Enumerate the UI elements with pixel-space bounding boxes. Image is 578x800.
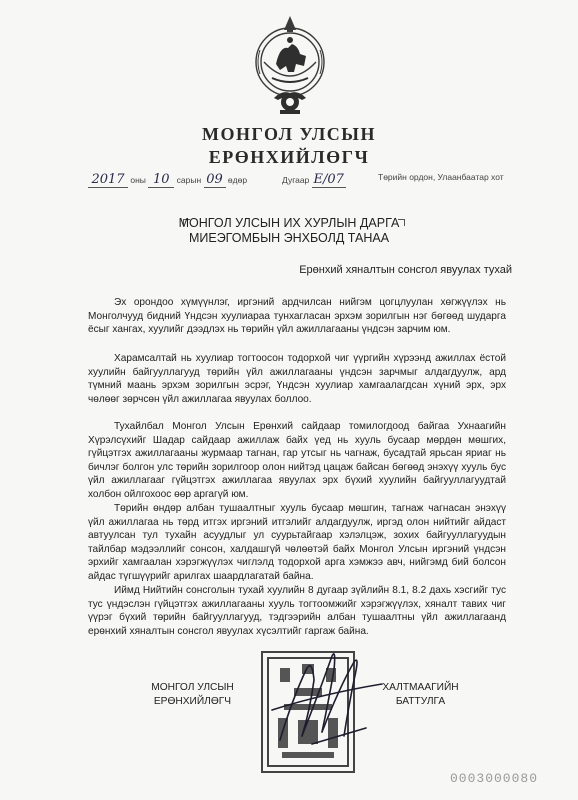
signatory-title-line1: МОНГОЛ УЛСЫН	[151, 682, 234, 693]
paragraph-2: Харамсалтай нь хуулиар тогтоосон тодорхой чиг үүргийн хүрээнд ажиллах ёстой хуулийн байгууллагууд төрийн үйл ажиллагааны үндсэн зарчмыг алдагдуулж, ард түмний маань эрхэм зорилгын эсрэг, Үндсэн хуулиар хамгаалагдсан хүний эрх, эрх чөлөөг зөрчсөн үйл ажиллагаа явуулах боллоо.	[88, 353, 506, 405]
place-line: Төрийн ордон, Улаанбаатар хот	[378, 172, 504, 182]
addressee-line1: МОНГОЛ УЛСЫН ИХ ХУРЛЫН ДАРГА	[178, 216, 400, 230]
paragraph-5: Иймд Нийтийн сонсголын тухай хуулийн 8 дугаар зүйлийн 8.1, 8.2 дахь хэсгийг тус тус үндэслэн гүйцэтгэх ажиллагааны хууль тогтоомжийг хэрэгжүүлэх, хяналт тавих чиг үүрэг бүхий төрийн байгууллагууд, тэдгээрийн албан тушаалтны үйл ажиллагаанд ерөнхий хяналтын сонсгол явуулах хүсэлтийг гаргаж байна.	[88, 585, 506, 637]
paragraph-4: Төрийн өндөр албан тушаалтныг хууль бусаар мөшгин, тагнаж чагнасан энэхүү үйл ажиллагаа нь төрд итгэх иргэний итгэлийг алдагдуулж, иргэд олон нийтийг айдаст автуулсан тул тухайн асуудлыг ул суурьтайгаар хэлэлцэж, зохих байгууллагуудын тайлбар мэдээллийг сонсон, халдашгүй чөлөөтэй байх Монгол Улсын иргэний үндсэн эрхийг хамгаалан хэрэгжүүлэх чиглэлд тодорхой арга хэмжээ авч, нийгэмд бий болсон айдас түгшүүрийг арилгах шаардлагатай байна.	[88, 503, 506, 582]
date-year-suffix: оны	[130, 175, 146, 185]
signatory-title-line2: ЕРӨНХИЙЛӨГЧ	[153, 695, 232, 707]
paragraph-3: Тухайлбал Монгол Улсын Ерөнхий сайдаар томилогдоод байгаа Ухнаагийн Хүрэлсүхийг Шадар сайдаар ажиллаж байх үед нь хууль бусаар мөрдөн мөшгих, гүйцэтгэх ажиллагааны журмаар тагнан, гар утсыг нь чагнаж, бусадтай ярьсан яриаг нь бичлэг болгон улс төрийн зорилгоор олон нийтэд цацаж байсан бөгөөд энэхүү хууль бус үйл ажиллагааг гүйцэтгэх ажиллагаа явуулах эрх бүхий хуулийн байгууллагуудтай холбон ойлгохоос өөр аргагүй юм.	[88, 421, 506, 500]
date-month: 10	[148, 172, 174, 188]
signatory-name-line2: БАТТУЛГА	[395, 695, 446, 707]
document-number	[282, 172, 346, 188]
date-day-suffix: өдөр	[227, 175, 248, 185]
signatory-name-line1: ХАЛТМААГИЙН	[382, 682, 459, 693]
number-value: Е/07	[313, 172, 344, 187]
subject-line: Ерөнхий хяналтын сонсгол явуулах тухай	[299, 264, 512, 276]
paragraph-1: Эх орондоо хүмүүнлэг, иргэний ардчилсан нийгэм цогцлуулан хөгжүүлэх нь Монголчууд бидний Үндсэн хуулиараа тунхагласан эрхэм зорилгын нэг бөгөөд шударга ёсыг хангах, хуулийг дээдлэх нь төрийн үйл ажиллагааны үндсэн зарчим юм.	[88, 297, 506, 336]
number-label: Дугаар	[282, 175, 310, 185]
date-month-suffix: сарын	[176, 175, 202, 185]
date-field	[88, 172, 247, 188]
addressee-line2: МИЕЭГОМБЫН ЭНХБОЛД ТАНАА	[188, 231, 390, 245]
serial-number: 0003000080	[450, 771, 539, 786]
signatory-title	[140, 681, 245, 708]
signatory-name	[368, 681, 473, 708]
org-title-line2: ЕРӨНХИЙЛӨГЧ	[208, 147, 370, 167]
state-emblem	[250, 10, 330, 128]
date-year: 2017	[88, 172, 128, 188]
org-title-line1: МОНГОЛ УЛСЫН	[202, 124, 376, 144]
date-day: 09	[204, 172, 226, 188]
